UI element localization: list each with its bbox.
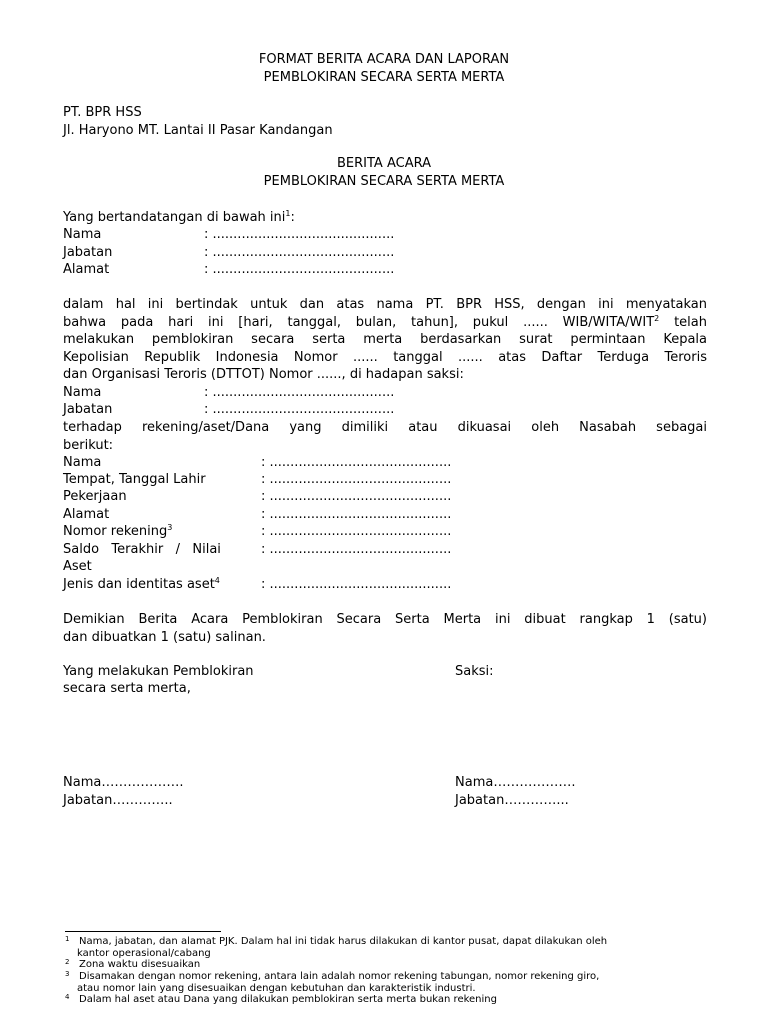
witness-field-nama: [63, 384, 523, 402]
footnote-ref-3: 3: [167, 523, 173, 532]
field-value: : ............................................: [204, 227, 395, 242]
signatory-field-nama: [63, 226, 523, 244]
customer-field-saldo-line2: Aset: [63, 559, 92, 574]
customer-field-saldo: [63, 541, 523, 559]
statement-line-end: telah: [674, 314, 707, 330]
field-label-text: Jenis dan identitas aset: [63, 577, 215, 592]
signature-right-name: Nama……………….: [455, 775, 576, 790]
field-label: Pekerjaan: [63, 489, 127, 504]
field-value: : ............................................: [261, 542, 452, 557]
field-value: : ............................................: [261, 577, 452, 592]
field-label: Alamat: [63, 507, 110, 522]
field-value: : ............................................: [261, 489, 452, 504]
doc-title-line1: BERITA ACARA: [337, 156, 431, 171]
account-intro-line2: berikut:: [63, 437, 114, 453]
field-label: Nama: [63, 227, 102, 242]
field-label: Tempat, Tanggal Lahir: [63, 472, 206, 487]
field-label: Jabatan: [63, 245, 113, 260]
closing-paragraph: [63, 611, 707, 646]
field-value: : ............................................: [261, 524, 452, 539]
statement-line: Kepolisian Republik Indonesia Nomor ...... tanggal ...... atas Daftar Terduga Teroris: [63, 349, 707, 365]
signature-right-position: Jabatan…………...: [455, 793, 569, 808]
header-title-line1: FORMAT BERITA ACARA DAN LAPORAN: [258, 52, 510, 67]
statement-line: melakukan pemblokiran secara serta merta berdasarkan surat permintaan Kepala: [63, 332, 707, 347]
field-label: Nama: [63, 455, 102, 470]
closing-line1: Demikian Berita Acara Pemblokiran Secara Serta Merta ini dibuat rangkap 1 (satu): [63, 612, 707, 627]
statement-line-text: bahwa pada hari ini [hari, tanggal, bulan, tahun], pukul ...... WIB/WITA/WIT: [63, 314, 655, 330]
signatory-field-jabatan: [63, 244, 523, 262]
signatory-field-alamat: [63, 261, 523, 279]
footnote-4: [48, 994, 728, 1006]
footnote-number: 4: [65, 993, 70, 1001]
footnote-text: atau nomor lain yang disesuaikan dengan kebutuhan dan karakteristik industri.: [77, 982, 476, 994]
signatory-intro: [63, 209, 295, 227]
closing-line2: dan dibuatkan 1 (satu) salinan.: [63, 629, 266, 645]
field-label: Saldo Terakhir / Nilai: [63, 542, 221, 557]
footnote-ref-2: 2: [654, 313, 660, 323]
field-value: : ............................................: [204, 262, 395, 277]
field-value: : ............................................: [261, 472, 452, 487]
field-value: : ............................................: [204, 385, 395, 400]
statement-line: dan Organisasi Teroris (DTTOT) Nomor ......, di hadapan saksi:: [63, 367, 464, 382]
customer-field-alamat: [63, 506, 523, 524]
account-intro: [63, 419, 707, 454]
field-value: : ............................................: [204, 402, 395, 417]
field-label: Nama: [63, 385, 102, 400]
field-label: Alamat: [63, 262, 110, 277]
doc-title-line2: PEMBLOKIRAN SECARA SERTA MERTA: [263, 174, 505, 189]
witness-field-jabatan: [63, 401, 523, 419]
footnote-text: Disamakan dengan nomor rekening, antara lain adalah nomor rekening tabungan, nomor rekening giro,: [79, 971, 600, 982]
field-value: : ............................................: [204, 245, 395, 260]
footnote-text: Dalam hal aset atau Dana yang dilakukan pemblokiran serta merta bukan rekening: [79, 994, 497, 1005]
customer-field-jenis-aset: [63, 576, 523, 594]
signature-right-line1: Saksi:: [455, 664, 494, 679]
statement-paragraph: [63, 296, 707, 384]
footnote-2: [48, 959, 728, 971]
customer-field-nomor-rekening: [63, 523, 523, 541]
signature-left-name: Nama……………….: [63, 775, 184, 790]
field-value: : ............................................: [261, 507, 452, 522]
field-label: [63, 576, 220, 594]
footnote-number: 1: [65, 935, 70, 943]
signature-left-line2: secara serta merta,: [63, 681, 191, 696]
customer-field-ttl: [63, 471, 523, 489]
footnote-separator: [65, 931, 221, 932]
company-address: Jl. Haryono MT. Lantai II Pasar Kandangan: [63, 123, 333, 138]
company-name: PT. BPR HSS: [63, 105, 142, 120]
signatory-intro-colon: :: [290, 210, 295, 225]
field-label-text: Nomor rekening: [63, 524, 168, 539]
customer-field-pekerjaan: [63, 488, 523, 506]
signature-left-line1: Yang melakukan Pemblokiran: [63, 664, 254, 679]
footnote-3: [48, 971, 728, 994]
footnote-ref-1: 1: [285, 209, 291, 218]
field-value: : ............................................: [261, 455, 452, 470]
footnote-text: kantor operasional/cabang: [77, 947, 211, 959]
signature-left-position: Jabatan…………..: [63, 793, 173, 808]
customer-field-nama: [63, 454, 523, 472]
footnote-text: Nama, jabatan, dan alamat PJK. Dalam hal ini tidak harus dilakukan di kantor pusat, dapat dilakukan oleh: [79, 936, 608, 947]
signatory-intro-text: Yang bertandatangan di bawah ini: [63, 210, 286, 225]
statement-line-2: [63, 314, 707, 332]
footnote-text: Zona waktu disesuaikan: [79, 959, 201, 970]
field-label: Jabatan: [63, 402, 113, 417]
footnote-ref-4: 4: [214, 576, 220, 585]
statement-line: dalam hal ini bertindak untuk dan atas nama PT. BPR HSS, dengan ini menyatakan: [63, 297, 707, 312]
account-intro-line1: terhadap rekening/aset/Dana yang dimiliki atau dikuasai oleh Nasabah sebagai: [63, 420, 707, 435]
field-label: [63, 523, 172, 541]
footnote-number: 2: [65, 958, 70, 966]
footnote-number: 3: [65, 970, 70, 978]
header-title-line2: PEMBLOKIRAN SECARA SERTA MERTA: [263, 70, 505, 85]
footnote-1: [48, 936, 728, 959]
